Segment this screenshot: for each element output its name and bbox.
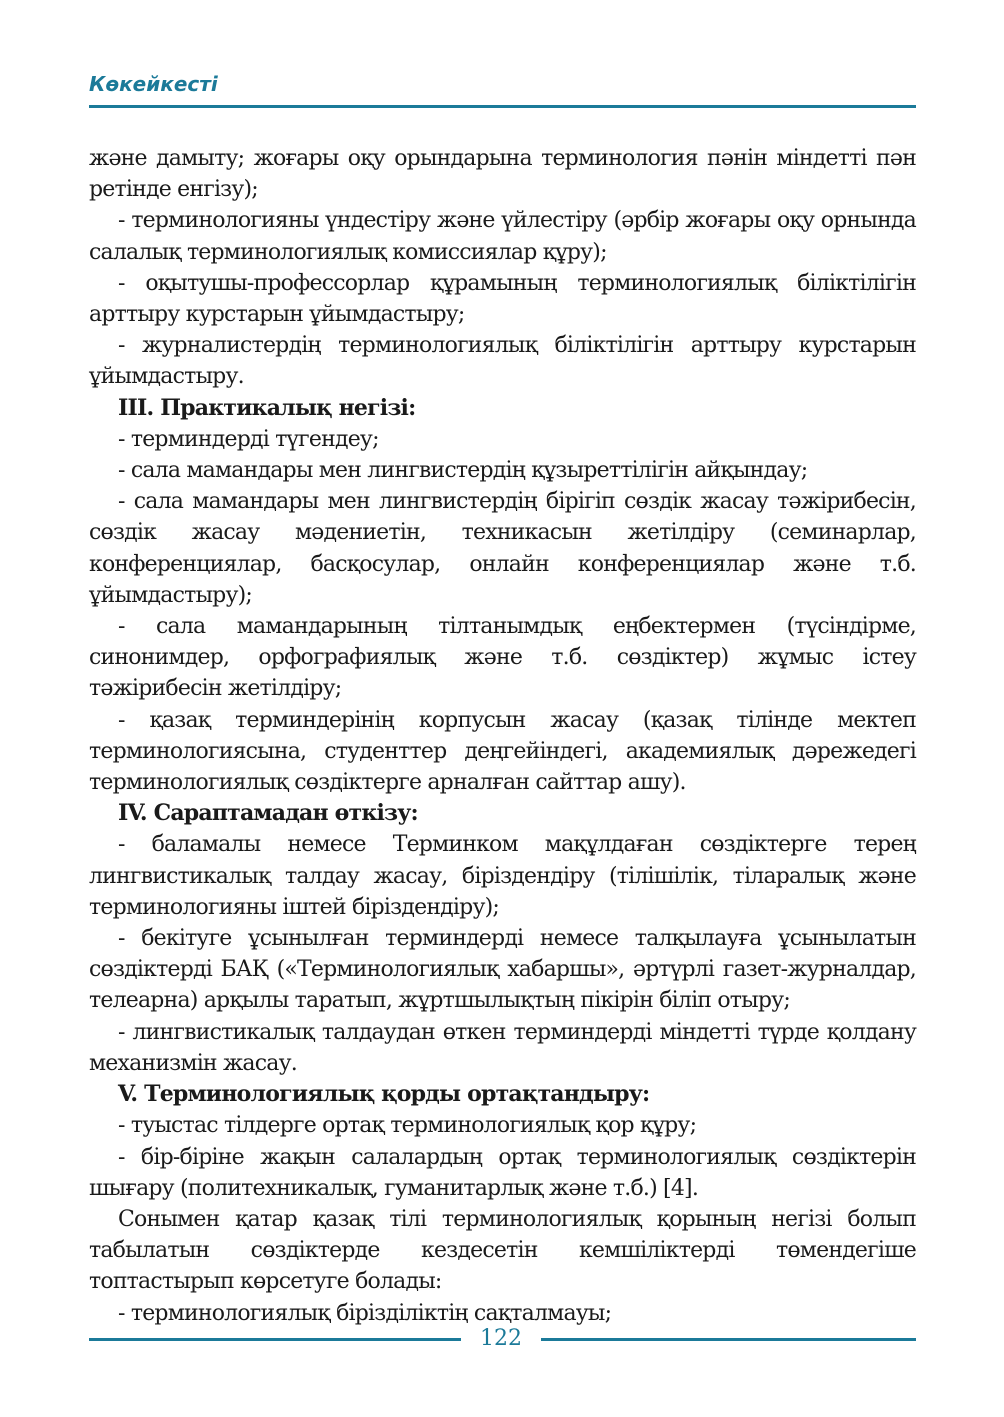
- paragraph: - баламалы немесе Терминком мақұлдаған сөздіктерге терең лингвистикалық талдау жасау, біріздендіру (тілішілік, тіларалық және терминологияны іштей біріздендіру);: [89, 832, 916, 920]
- paragraph: - терминологияны үндестіру және үйлестіру (әрбір жоғары оқу орнында салалық терминологиялық комиссиялар құру);: [89, 208, 916, 265]
- paragraph: - бекітуге ұсынылған терминдерді немесе талқылауға ұсынылатын сөздіктерді БАҚ («Терминологиялық хабаршы», әртүрлі газет-журналдар, телеарна) арқылы таратып, жұртшылықтың пікірін біліп отыру;: [89, 926, 916, 1014]
- header-rule: [89, 105, 916, 108]
- paragraph: Сонымен қатар қазақ тілі терминологиялық қорының негізі болып табылатын сөздіктерде кездесетін кемшіліктерді төмендегіше топтастырып көрсетуге болады:: [89, 1206, 916, 1295]
- paragraph: - бір-біріне жақын салалардың ортақ терминологиялық сөздіктерін шығару (политехникалық, гуманитарлық және т.б.) [4].: [89, 1144, 916, 1201]
- paragraph: - сала мамандары мен лингвистердің бірігіп сөздік жасау тәжірибесін, сөздік жасау мәдениетін, техникасын жетілдіру (семинарлар, конференциялар, басқосулар, онлайн конференциялар және т.б. ұйымдастыру);: [89, 489, 916, 608]
- paragraph: - оқытушы-профессорлар құрамының терминологиялық біліктілігін арттыру курстарын ұйымдастыру;: [89, 270, 916, 328]
- section-heading: ІV. Сараптамадан өткізу:: [118, 800, 418, 827]
- paragraph: және дамыту; жоғары оқу орындарына терминология пәнін міндетті пән ретінде енгізу);: [89, 146, 916, 203]
- paragraph: - журналистердің терминологиялық біліктілігін арттыру курстарын ұйымдастыру.: [89, 333, 916, 390]
- paragraph: - сала мамандары мен лингвистердің құзыреттілігін айқындау;: [118, 458, 808, 484]
- paragraph: - лингвистикалық талдаудан өткен терминдерді міндетті түрде қолдану механизмін жасау.: [89, 1019, 916, 1076]
- paragraph: - туыстас тілдерге ортақ терминологиялық қор құру;: [118, 1113, 697, 1139]
- section-heading: V. Терминологиялық қорды ортақтандыру:: [118, 1081, 650, 1108]
- page-number: 122: [480, 1326, 522, 1351]
- body-text: [89, 143, 916, 1329]
- paragraph: - терминологиялық біріздiліктің сақталмауы;: [118, 1300, 612, 1326]
- footer-rule-right: [541, 1338, 916, 1341]
- section-heading: ІІІ. Практикалық негізі:: [118, 394, 416, 421]
- footer-rule-left: [89, 1338, 461, 1341]
- running-header-title: Көкейкесті: [89, 72, 218, 96]
- paragraph: - қазақ терминдерінің корпусын жасау (қазақ тілінде мектеп терминологиясына, студенттер деңгейіндегі, академиялық дәрежедегі терминологиялық сөздіктерге арналған сайттар ашу).: [89, 707, 916, 796]
- paragraph: - терминдерді түгендеу;: [118, 426, 379, 452]
- paragraph: - сала мамандарының тілтанымдық еңбектермен (түсіндірме, синонимдер, орфографиялық және т.б. сөздіктер) жұмыс істеу тәжірибесін жетілдіру;: [89, 614, 916, 702]
